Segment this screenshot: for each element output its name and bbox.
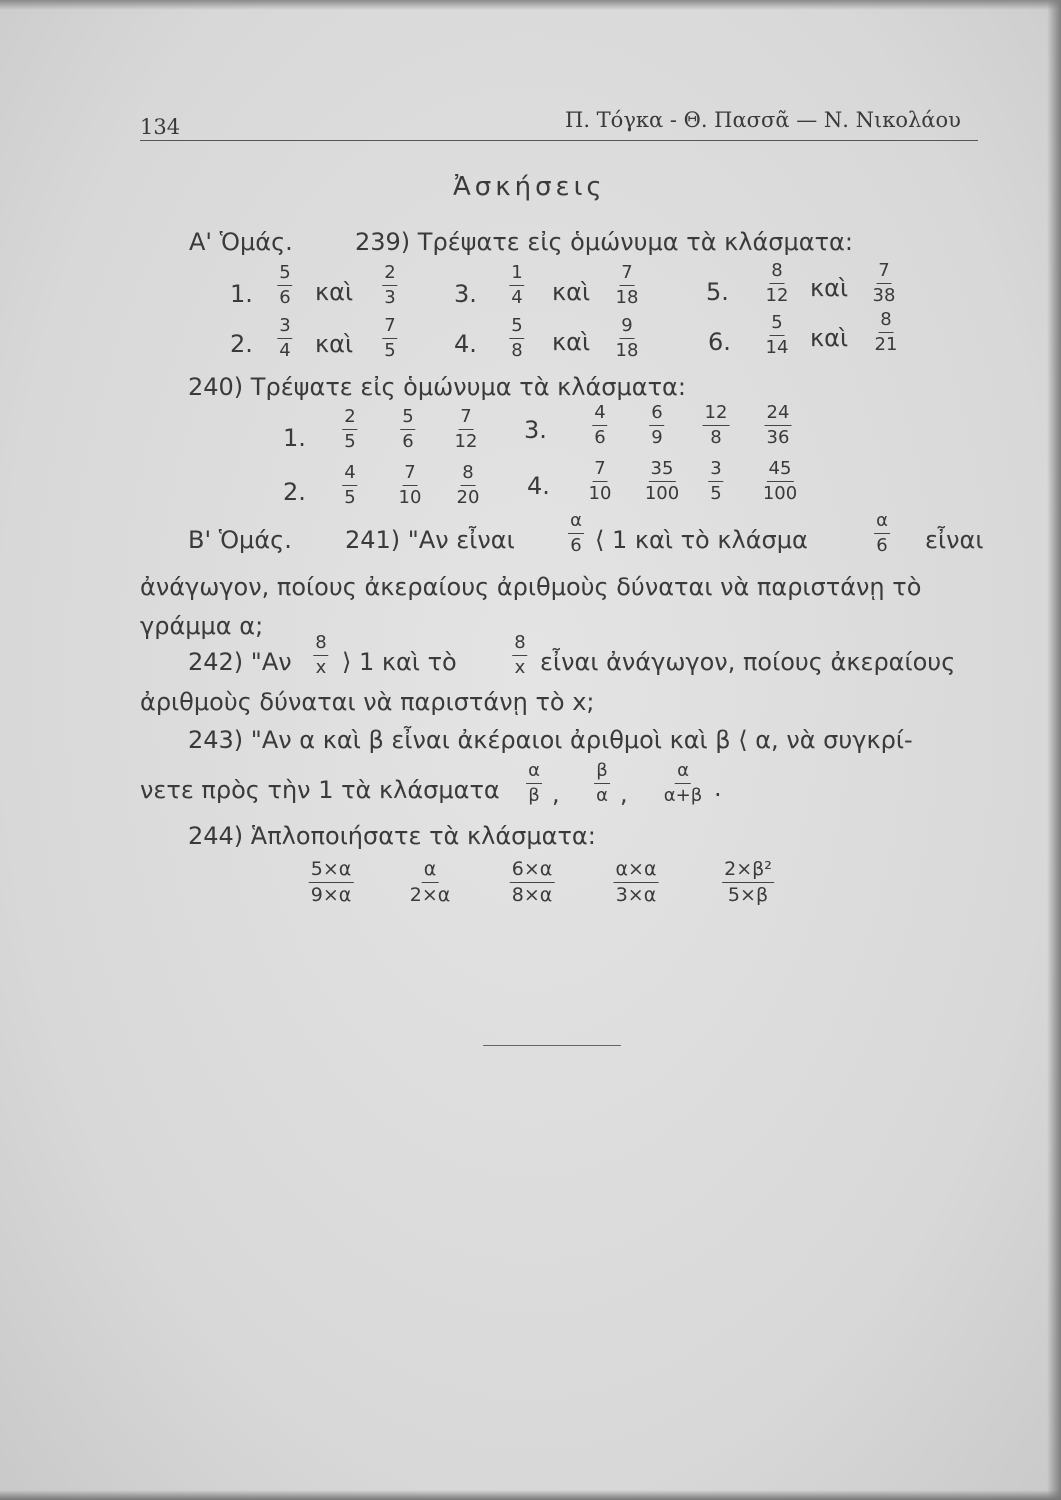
scan-edge-top	[0, 0, 1061, 10]
fraction: $\frac{8}{x}$	[514, 632, 526, 678]
fraction: $\frac{4}{5}$	[344, 462, 356, 508]
fraction: $\frac{\beta}{\alpha}$	[596, 760, 608, 806]
fraction: $\frac{\alpha}{\beta}$	[528, 760, 540, 806]
fraction: $\frac{7}{5}$	[384, 315, 396, 361]
fraction: $\frac{\alpha}{6}$	[570, 510, 582, 556]
fraction: $\frac{2}{5}$	[344, 406, 356, 452]
fraction: $\frac{5}{14}$	[765, 312, 789, 358]
ex241-line: ἀνάγωγον, ποίους ἀκεραίους ἀριθμοὺς δύναται νὰ παριστάνῃ τὸ	[140, 573, 922, 601]
scan-edge-right	[1047, 0, 1061, 1500]
fraction: $\frac{\alpha}{6}$	[876, 510, 888, 556]
ex242-line: ἀριθμοὺς δύναται νὰ παριστάνῃ τὸ x;	[140, 688, 595, 716]
ex240-item-num: 4.	[527, 472, 550, 500]
ex242-text: ⟩ 1 καὶ τὸ	[342, 648, 457, 676]
fraction: $\frac{9}{18}$	[615, 315, 639, 361]
conjunction: καὶ	[810, 274, 849, 302]
period: .	[714, 774, 722, 802]
fraction: $\frac{45}{100}$	[762, 458, 798, 504]
ex239-item-num: 3.	[454, 280, 477, 308]
ex241-text: ⟨ 1 καὶ τὸ κλάσμα	[595, 526, 808, 554]
ex239-item-num: 5.	[706, 278, 729, 306]
fraction: $\frac{5\times\alpha}{9\times\alpha}$	[310, 858, 352, 906]
fraction: $\frac{6}{9}$	[651, 402, 663, 448]
ex243-line: 243) "Αν α καὶ β εἶναι ἀκέραιοι ἀριθμοὶ καὶ β ⟨ α, νὰ συγκρί-	[188, 726, 913, 754]
header-rule	[140, 140, 978, 141]
running-header-authors: Π. Τόγκα - Θ. Πασσᾶ — Ν. Νικολάου	[565, 108, 961, 132]
fraction: $\frac{2}{3}$	[384, 262, 396, 308]
ex239-item-num: 6.	[708, 328, 731, 356]
fraction: $\frac{4}{6}$	[594, 402, 606, 448]
fraction: $\frac{24}{36}$	[766, 402, 790, 448]
fraction: $\frac{\alpha}{2\times\alpha}$	[409, 858, 451, 906]
ex241-text: 241) "Αν εἶναι	[345, 526, 515, 554]
fraction: $\frac{35}{100}$	[644, 458, 680, 504]
ex242-text: εἶναι ἀνάγωγον, ποίους ἀκεραίους	[540, 648, 956, 676]
fraction: $\frac{1}{4}$	[511, 262, 523, 308]
fraction: $\frac{7}{38}$	[872, 260, 896, 306]
fraction: $\frac{3}{5}$	[710, 458, 722, 504]
ex241-text: εἶναι	[925, 526, 984, 554]
ex239-item-num: 4.	[454, 330, 477, 358]
ex240-item-num: 2.	[283, 478, 306, 506]
fraction: $\frac{\alpha}{\alpha+\beta}$	[663, 760, 703, 806]
fraction: $\frac{8}{x}$	[315, 632, 327, 678]
section-end-rule	[483, 1045, 621, 1046]
fraction: $\frac{8}{20}$	[456, 462, 480, 508]
fraction: $\frac{12}{8}$	[704, 402, 728, 448]
conjunction: καὶ	[552, 278, 591, 306]
group-b-label: Β' Ὁμάς.	[188, 526, 292, 554]
ex242-text: 242) "Αν	[188, 648, 292, 676]
conjunction: καὶ	[552, 328, 591, 356]
ex239-item-num: 2.	[230, 330, 253, 358]
fraction: $\frac{5}{6}$	[279, 262, 291, 308]
ex240-item-num: 3.	[524, 416, 547, 444]
fraction: $\frac{7}{10}$	[588, 458, 612, 504]
scan-edge-bottom	[0, 1490, 1061, 1500]
fraction: $\frac{5}{8}$	[511, 315, 523, 361]
fraction: $\frac{8}{12}$	[765, 260, 789, 306]
fraction: $\frac{7}{18}$	[615, 262, 639, 308]
ex239-item-num: 1.	[230, 280, 253, 308]
ex241-line: γράμμα α;	[140, 612, 264, 640]
fraction: $\frac{\text{2×β²}}{5\times\beta}$	[724, 858, 772, 906]
page-number: 134	[140, 115, 181, 139]
conjunction: καὶ	[315, 330, 354, 358]
fraction: $\frac{5}{6}$	[402, 406, 414, 452]
fraction: $\frac{7}{10}$	[398, 462, 422, 508]
fraction: $\frac{7}{12}$	[454, 406, 478, 452]
separator: ,	[552, 780, 560, 808]
section-title: Ἀσκήσεις	[453, 172, 606, 202]
fraction: $\frac{8}{21}$	[874, 309, 898, 355]
ex240-intro: 240) Τρέψατε εἰς ὁμώνυμα τὰ κλάσματα:	[188, 373, 686, 401]
fraction: $\frac{6\times\alpha}{8\times\alpha}$	[511, 858, 553, 906]
conjunction: καὶ	[315, 278, 354, 306]
fraction: $\frac{3}{4}$	[279, 315, 291, 361]
ex239-intro: 239) Τρέψατε εἰς ὁμώνυμα τὰ κλάσματα:	[355, 228, 853, 256]
group-a-label: Α' Ὁμάς.	[189, 228, 293, 256]
ex240-item-num: 1.	[283, 424, 306, 452]
fraction: $\frac{\alpha\times\alpha}{3\times\alpha}$	[615, 858, 657, 906]
ex244-intro: 244) Ἁπλοποιήσατε τὰ κλάσματα:	[188, 822, 596, 850]
conjunction: καὶ	[810, 324, 849, 352]
separator: ,	[620, 780, 628, 808]
ex243-line: νετε πρὸς τὴν 1 τὰ κλάσματα	[140, 776, 500, 804]
